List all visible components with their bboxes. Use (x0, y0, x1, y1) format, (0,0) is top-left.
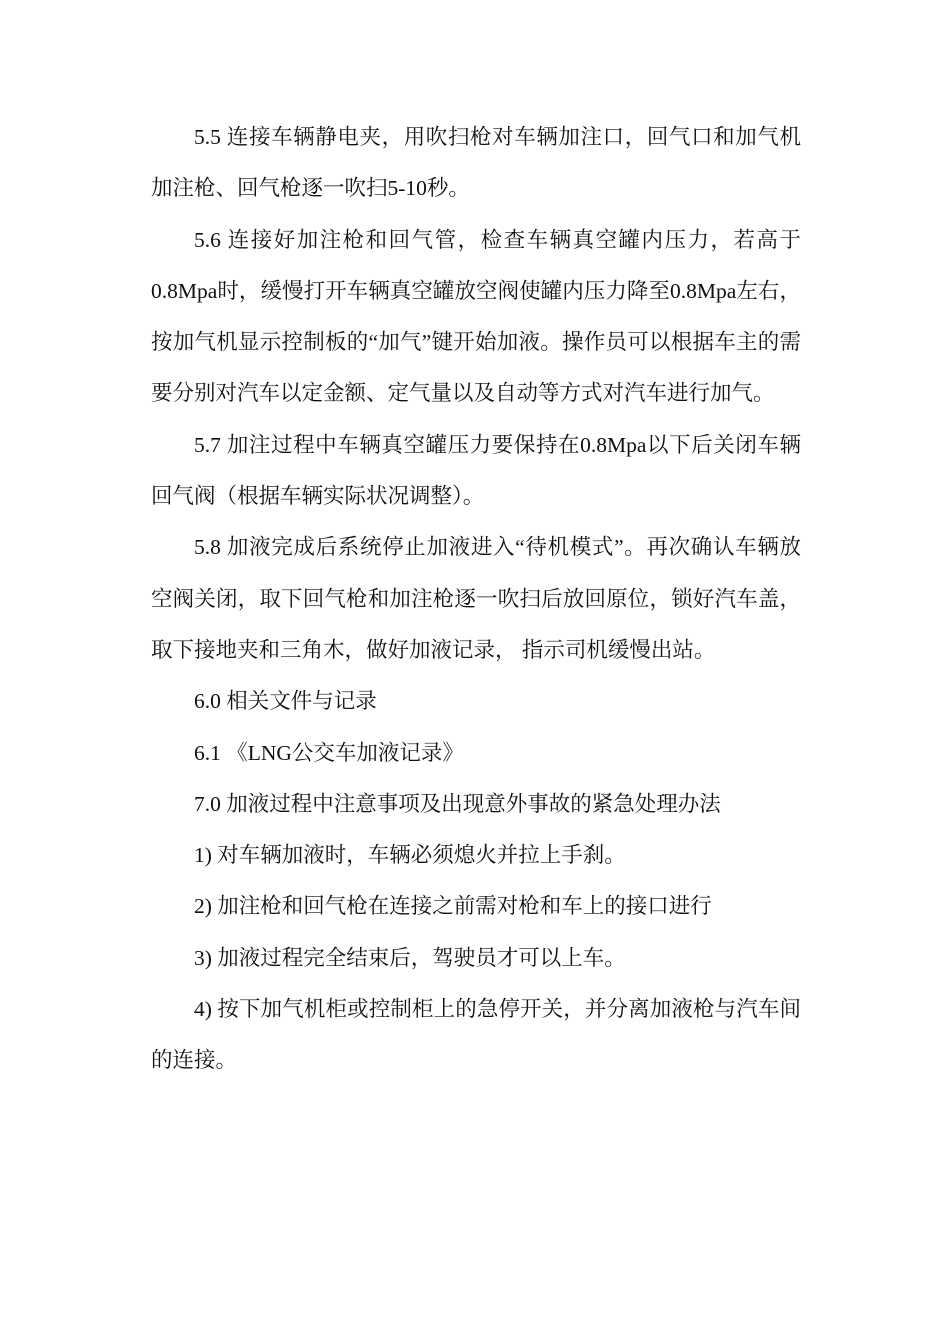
document-body (151, 112, 801, 1087)
paragraph-5-5: 5.5 连接车辆静电夹，用吹扫枪对车辆加注口，回气口和加气机加注枪、回气枪逐一吹扫5-10秒。 (151, 125, 801, 201)
list-item-3: 3) 加液过程完全结束后，驾驶员才可以上车。 (194, 945, 626, 970)
list-item-2: 2) 加注枪和回气枪在连接之前需对枪和车上的接口进行 (194, 894, 712, 919)
list-item-4: 4) 按下加气机柜或控制柜上的急停开关，并分离加液枪与汽车间的连接。 (151, 997, 801, 1073)
section-heading-6-0: 6.0 相关文件与记录 (194, 689, 377, 714)
list-item-6-1: 6.1 《LNG公交车加液记录》 (194, 740, 464, 765)
paragraph-5-7: 5.7 加注过程中车辆真空罐压力要保持在0.8Mpa以下后关闭车辆回气阀（根据车辆实际状况调整）。 (151, 432, 801, 509)
section-heading-7-0: 7.0 加液过程中注意事项及出现意外事故的紧急处理办法 (194, 791, 721, 816)
list-item-1: 1) 对车辆加液时，车辆必须熄火并拉上手刹。 (194, 843, 626, 868)
paragraph-5-8: 5.8 加液完成后系统停止加液进入“待机模式”。再次确认车辆放空阀关闭，取下回气枪和加注枪逐一吹扫后放回原位，锁好汽车盖，取下接地夹和三角木，做好加液记录， 指示司机缓慢出站。 (151, 535, 801, 662)
paragraph-5-6: 5.6 连接好加注枪和回气管，检查车辆真空罐内压力，若高于0.8Mpa时，缓慢打开车辆真空罐放空阀使罐内压力降至0.8Mpa左右，按加气机显示控制板的“加气”键开始加液。操作员可以根据车主的需要分别对汽车以定金额、定气量以及自动等方式对汽车进行加气。 (151, 227, 801, 406)
